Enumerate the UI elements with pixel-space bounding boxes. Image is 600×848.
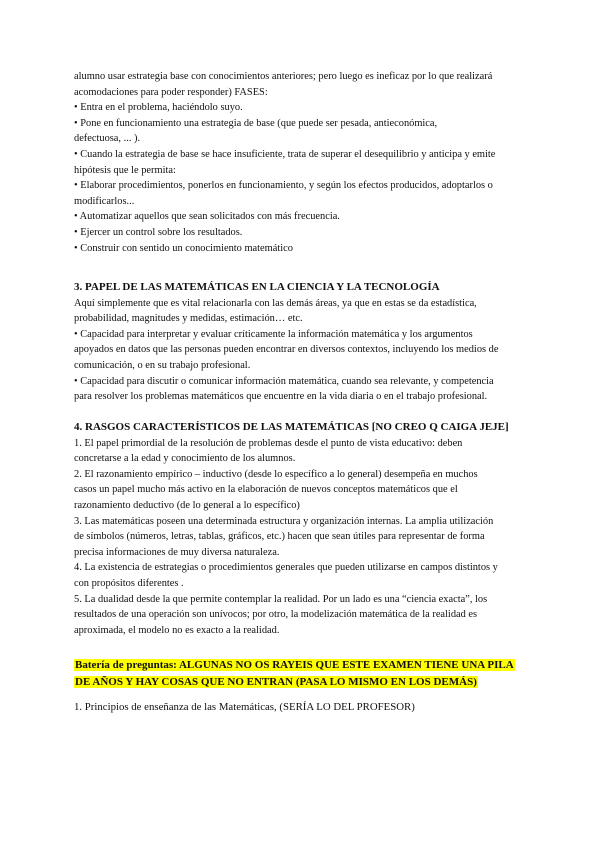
- intro-line: • Automatizar aquellos que sean solicitados con más frecuencia.: [74, 211, 340, 223]
- section-3-line: apoyados en datos que las personas pueden encontrar en diversos contextos, incluyendo los medios de: [74, 344, 499, 356]
- intro-paragraph: [74, 69, 526, 256]
- questions-banner: [74, 657, 526, 691]
- intro-line: defectuosa, ... ).: [74, 133, 141, 145]
- questions-banner-line: [74, 657, 526, 674]
- section-4-line: aproximada, el modelo no es exacto a la realidad.: [74, 624, 280, 636]
- intro-line: hipótesis que le permita:: [74, 164, 176, 176]
- question-item-1: 1. Principios de enseñanza de las Matemáticas, (SERÍA LO DEL PROFESOR): [74, 701, 415, 713]
- section-4-line: 2. El razonamiento empírico – inductivo (desde lo específico a lo general) desempeña en muchos: [74, 468, 478, 480]
- section-4: [74, 420, 526, 638]
- section-3-line: • Capacidad para interpretar y evaluar críticamente la información matemática y los argumentos: [74, 328, 473, 340]
- section-3-line: para resolver los problemas matemáticos que encuentre en la vida diaria o en el trabajo profesional.: [74, 391, 488, 403]
- section-4-line: precisa informaciones de muy diversa naturaleza.: [74, 546, 280, 558]
- section-4-line: de símbolos (números, letras, tablas, gráficos, etc.) hacen que sean útiles para representar de forma: [74, 531, 485, 543]
- section-3-heading: 3. PAPEL DE LAS MATEMÁTICAS EN LA CIENCIA Y LA TECNOLOGÍA: [74, 281, 440, 293]
- section-3-line: comunicación, o en su trabajo profesional.: [74, 359, 251, 371]
- section-4-line: resultados de una operación son unívocos; por otro, la modelización matemática de la realidad es: [74, 609, 478, 621]
- intro-line: alumno usar estrategia base con conocimientos anteriores; pero luego es ineficaz por lo que realizará: [74, 71, 493, 82]
- section-3-line: • Capacidad para discutir o comunicar información matemática, cuando sea relevante, y competencia: [74, 375, 494, 387]
- section-4-line: razonamiento deductivo (de lo general a lo específico): [74, 499, 300, 511]
- section-4-line: concretarse a la edad y conocimiento de los alumnos.: [74, 453, 296, 465]
- intro-line: • Entra en el problema, haciéndolo suyo.: [74, 102, 243, 114]
- section-4-line: 1. El papel primordial de la resolución de problemas desde el punto de vista educativo: deben: [74, 437, 463, 449]
- intro-line: • Pone en funcionamiento una estrategia de base (que puede ser pesada, antieconómica,: [74, 117, 438, 129]
- section-4-line: casos un papel mucho más activo en la elaboración de nuevos conceptos matemáticos que el: [74, 484, 458, 496]
- highlighted-text: Batería de preguntas: ALGUNAS NO OS RAYEIS QUE ESTE EXAMEN TIENE UNA PILA: [75, 659, 514, 671]
- section-3-line: probabilidad, magnitudes y medidas, estimación… etc.: [74, 313, 303, 325]
- section-3: [74, 280, 526, 405]
- intro-line: modificarlos...: [74, 195, 135, 207]
- section-4-line: con propósitos diferentes .: [74, 577, 184, 589]
- intro-line: • Ejercer un control sobre los resultados.: [74, 226, 243, 238]
- highlighted-text: DE AÑOS Y HAY COSAS QUE NO ENTRAN (PASA LO MISMO EN LOS DEMÁS): [75, 676, 477, 688]
- section-4-heading: 4. RASGOS CARACTERÍSTICOS DE LAS MATEMÁTICAS [NO CREO Q CAIGA JEJE]: [74, 421, 509, 433]
- section-4-line: 4. La existencia de estrategias o procedimientos generales que pueden utilizarse en campos distintos y: [74, 562, 498, 574]
- intro-line: acomodaciones para poder responder) FASES:: [74, 86, 268, 98]
- section-4-line: 3. Las matemáticas poseen una determinada estructura y organización internas. La amplia utilización: [74, 515, 494, 527]
- intro-line: • Construir con sentido un conocimiento matemático: [74, 242, 293, 254]
- question-list: [74, 700, 526, 716]
- intro-line: • Elaborar procedimientos, ponerlos en funcionamiento, y según los efectos producidos, adoptarlos o: [74, 180, 493, 192]
- questions-banner-line: [74, 674, 526, 691]
- section-4-line: 5. La dualidad desde la que permite contemplar la realidad. Por un lado es una “ciencia exacta”, los: [74, 593, 488, 605]
- section-3-line: Aquí simplemente que es vital relacionarla con las demás áreas, ya que en estas se da estadística,: [74, 297, 477, 309]
- intro-line: • Cuando la estrategia de base se hace insuficiente, trata de superar el desequilibrio y anticipa y emite: [74, 148, 496, 160]
